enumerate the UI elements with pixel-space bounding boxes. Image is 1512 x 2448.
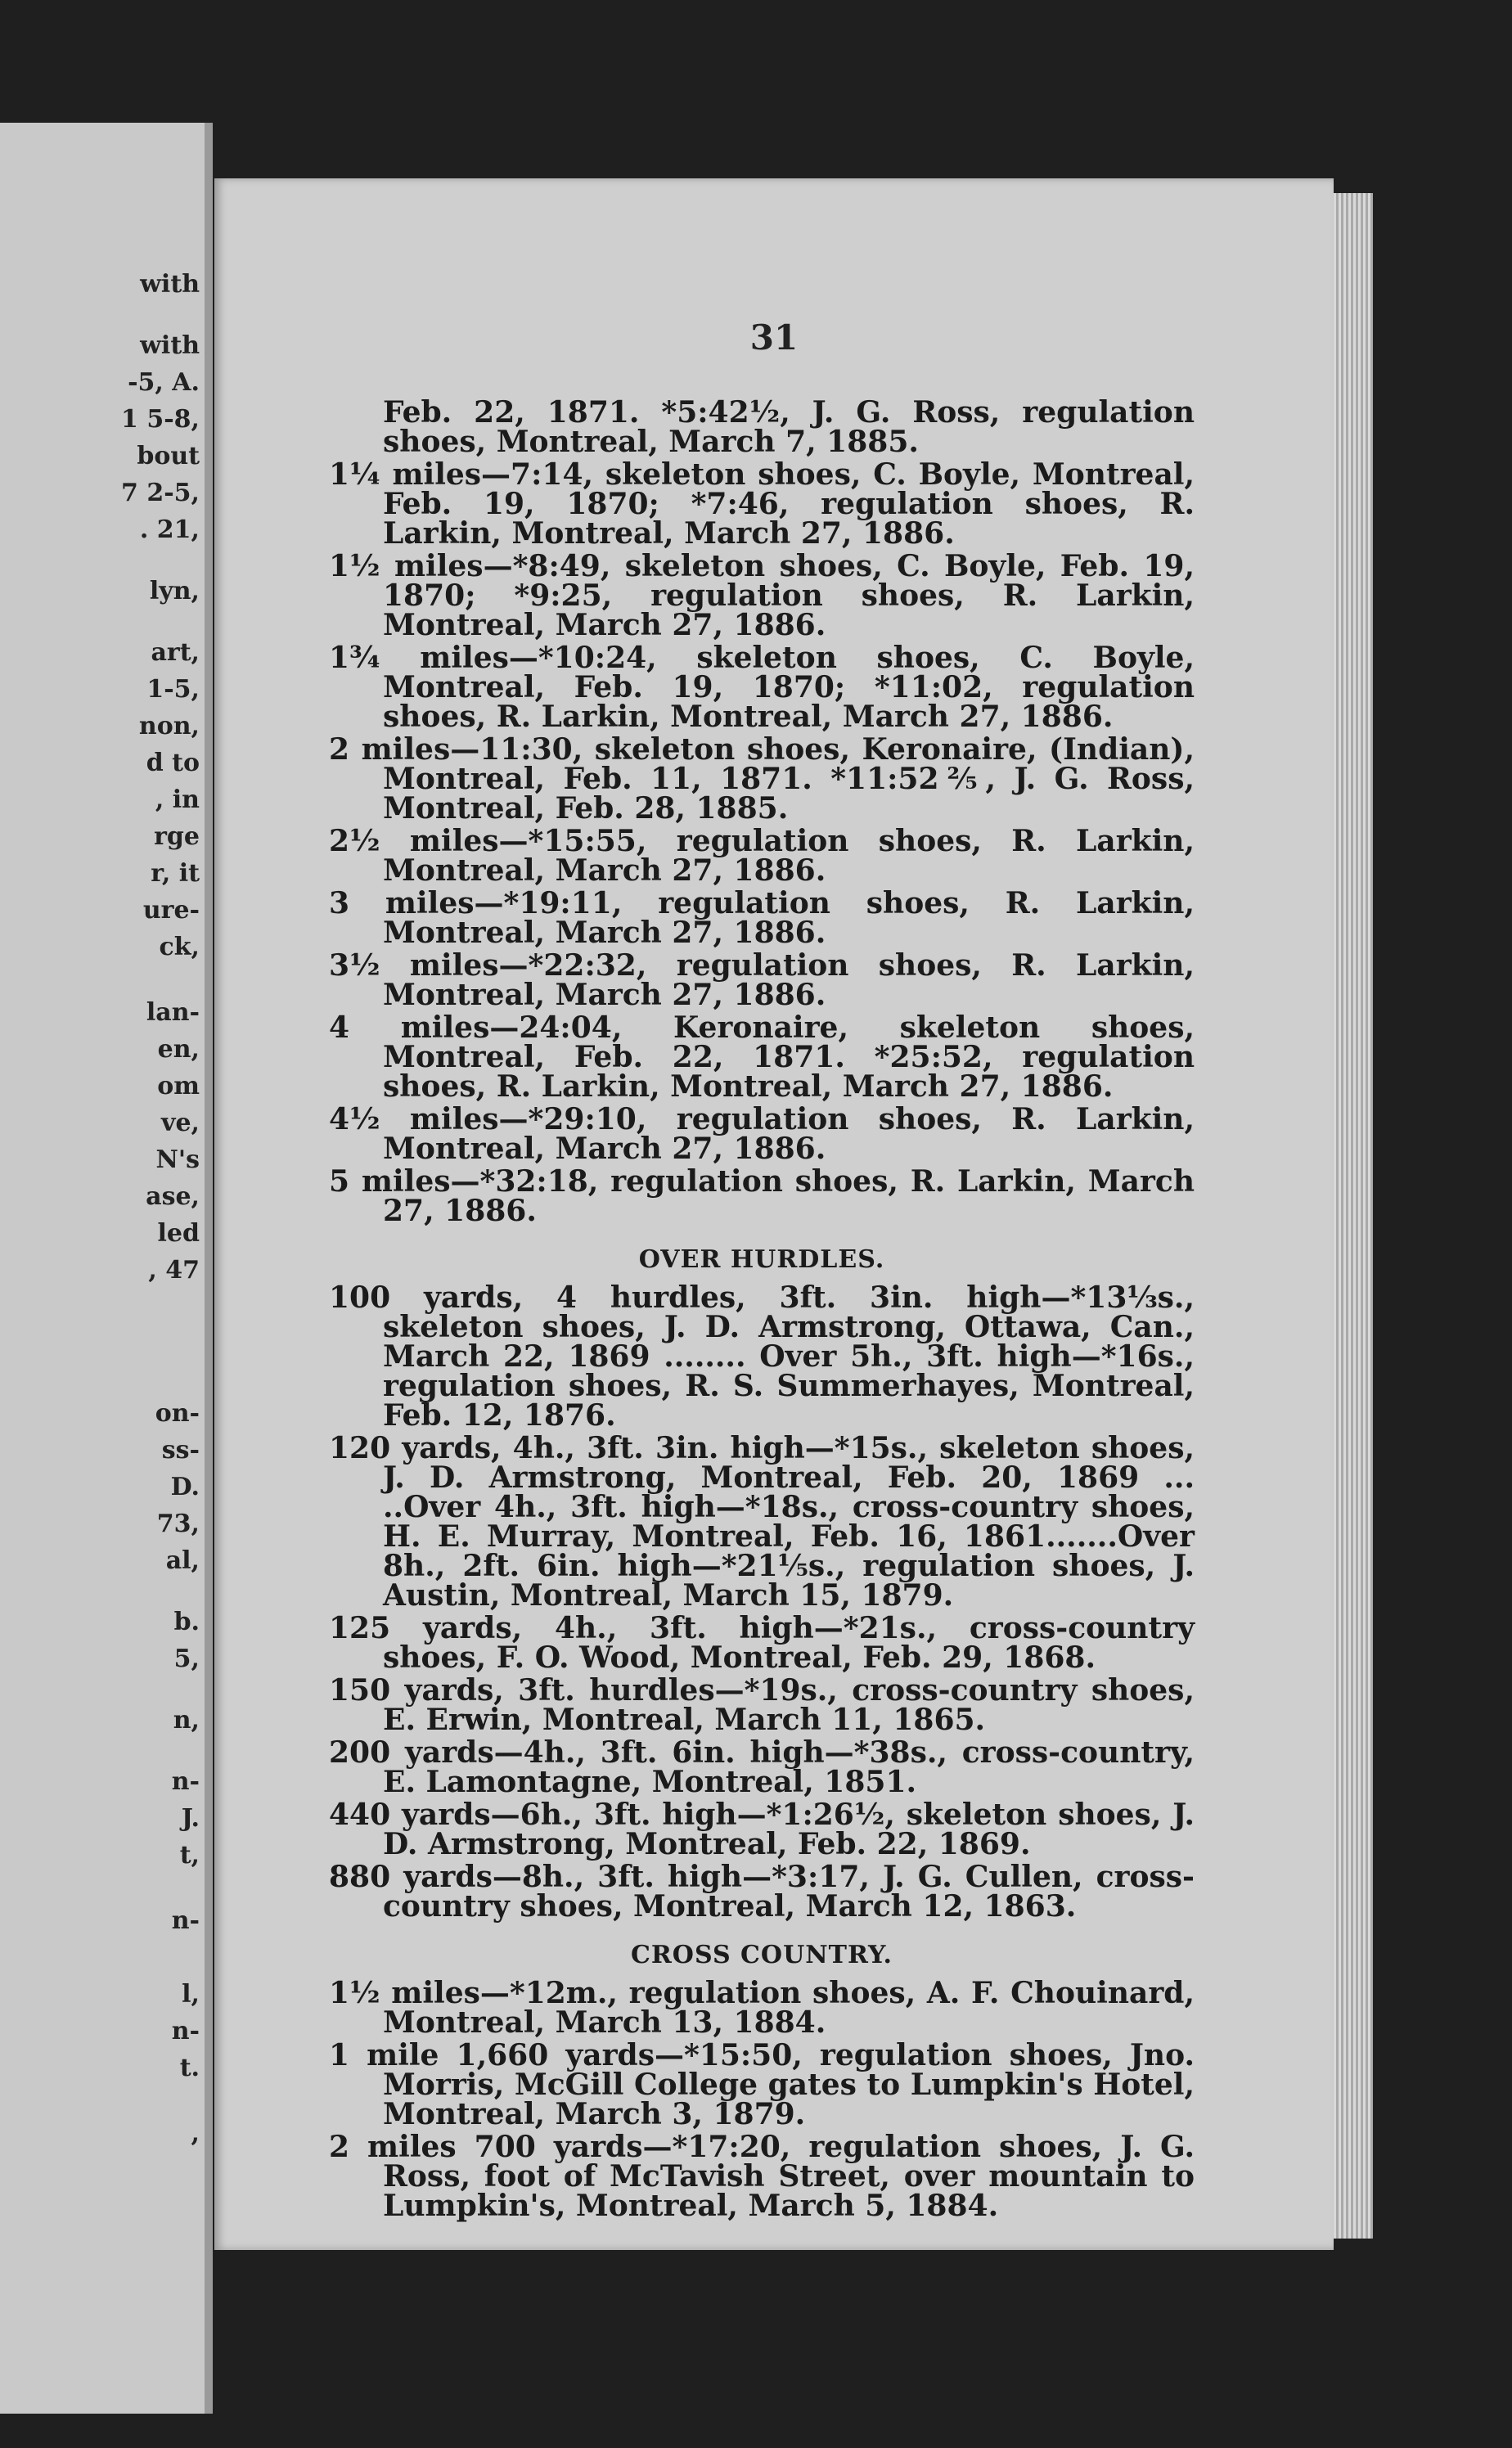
facing-page-text-fragment: lyn, [149,577,200,605]
record-entry: 4½ miles—*29:10, regulation shoes, R. Larkin, Montreal, March 27, 1886. [329,1102,1195,1166]
facing-page-text-fragment: . 21, [139,515,200,544]
record-entry: 5 miles—*32:18, regulation shoes, R. Larkin, March 27, 1886. [329,1164,1195,1228]
facing-page-text-fragment: 5, [173,1645,200,1673]
section-heading: CROSS COUNTRY. [631,1941,893,1969]
facing-page-text-fragment: om [157,1072,200,1100]
facing-page-text-fragment: non, [138,712,200,740]
record-entry: 2 miles 700 yards—*17:20, regulation shoes, J. G. Ross, foot of McTavish Street, over mountain to Lumpkin's, Montreal, March 5, 1884. [329,2130,1195,2223]
facing-page-text-fragment: J. [181,1804,200,1833]
facing-page-text-fragment: bout [137,442,200,470]
facing-page-text-fragment: , 47 [148,1256,200,1285]
page-number: 31 [749,317,799,358]
record-entry: 3 miles—*19:11, regulation shoes, R. Larkin, Montreal, March 27, 1886. [329,886,1195,950]
section-heading: OVER HURDLES. [638,1245,885,1274]
facing-page-text-fragment: ure- [142,896,200,925]
record-entry: 1½ miles—*12m., regulation shoes, A. F. Chouinard, Montreal, March 13, 1884. [329,1976,1195,2040]
facing-page-text-fragment: led [157,1219,200,1248]
facing-page-text-fragment: ve, [161,1109,200,1137]
facing-page-text-fragment: ck, [159,933,200,961]
facing-page-fragment [0,123,213,2414]
facing-page-text-fragment: n- [171,1767,200,1796]
record-entry: 1¾ miles—*10:24, skeleton shoes, C. Boyle, Montreal, Feb. 19, 1870; *11:02, regulation shoes, R. Larkin, Montreal, March 27, 1886. [329,641,1195,734]
facing-page-text-fragment: 1 5-8, [121,405,200,434]
page-edge [1334,193,1373,2239]
facing-page-text-fragment: N's [155,1145,200,1174]
record-entry: 100 yards, 4 hurdles, 3ft. 3in. high—*13⅓s., skeleton shoes, J. D. Armstrong, Ottawa, Can., March 22, 1869 ........ Over 5h., 3ft. high—*16s., regulation shoes, R. S. Summerhayes, Montreal, Feb. 12, 1876. [329,1280,1195,1433]
facing-page-text-fragment: t. [179,2054,200,2082]
book-page [214,178,1334,2250]
facing-page-text-fragment: r, it [151,859,200,888]
record-entry: 120 yards, 4h., 3ft. 3in. high—*15s., skeleton shoes, J. D. Armstrong, Montreal, Feb. 20, 1869 ... ..Over 4h., 3ft. high—*18s., cross-country shoes, H. E. Murray, Montreal, Feb. 16, 1861.......Over 8h., 2ft. 6in. high—*21⅕s., regulation shoes, J. Austin, Montreal, March 15, 1879. [329,1431,1195,1613]
facing-page-text-fragment: ase, [146,1182,200,1211]
record-entry: 150 yards, 3ft. hurdles—*19s., cross-country shoes, E. Erwin, Montreal, March 11, 1865. [329,1673,1195,1737]
record-entry: 1 mile 1,660 yards—*15:50, regulation shoes, Jno. Morris, McGill College gates to Lumpkin's Hotel, Montreal, March 3, 1879. [329,2038,1195,2131]
facing-page-text-fragment: D. [170,1473,200,1501]
facing-page-text-fragment: 1-5, [146,675,200,704]
facing-page-text-fragment: ss- [161,1436,200,1465]
facing-page-text-fragment: en, [157,1035,200,1064]
facing-page-text-fragment: n- [171,2017,200,2045]
record-entry: 125 yards, 4h., 3ft. high—*21s., cross-country shoes, F. O. Wood, Montreal, Feb. 29, 1868. [329,1611,1195,1675]
record-entry: 3½ miles—*22:32, regulation shoes, R. Larkin, Montreal, March 27, 1886. [329,948,1195,1012]
facing-page-text-fragment: , in [155,785,200,814]
facing-page-text-fragment: d to [146,749,200,777]
facing-page-text-fragment: lan- [146,998,200,1027]
record-entry: 200 yards—4h., 3ft. 6in. high—*38s., cross-country, E. Lamontagne, Montreal, 1851. [329,1735,1195,1799]
facing-page-text-fragment: on- [155,1399,200,1428]
facing-page-text-fragment: t, [179,1841,200,1870]
facing-page-text-fragment: 73, [156,1510,200,1538]
facing-page-text-fragment: l, [182,1980,200,2009]
record-entry: 2½ miles—*15:55, regulation shoes, R. Larkin, Montreal, March 27, 1886. [329,824,1195,888]
page-text [329,395,1195,2224]
record-entry: 1¼ miles—7:14, skeleton shoes, C. Boyle, Montreal, Feb. 19, 1870; *7:46, regulation shoes, R. Larkin, Montreal, March 27, 1886. [329,457,1195,551]
facing-page-text-fragment: b. [173,1608,200,1636]
facing-page-text-fragment: n- [171,1906,200,1935]
record-entry: 2 miles—11:30, skeleton shoes, Keronaire, (Indian), Montreal, Feb. 11, 1871. *11:52⅖, J. G. Ross, Montreal, Feb. 28, 1885. [329,732,1195,826]
facing-page-text-fragment: -5, A. [128,368,200,397]
record-entry: 880 yards—8h., 3ft. high—*3:17, J. G. Cullen, cross-country shoes, Montreal, March 12, 1863. [329,1860,1195,1924]
record-entry: 4 miles—24:04, Keronaire, skeleton shoes, Montreal, Feb. 22, 1871. *25:52, regulation shoes, R. Larkin, Montreal, March 27, 1886. [329,1010,1195,1104]
facing-page-text-fragment: al, [165,1546,200,1575]
facing-page-text-fragment: with [140,331,200,360]
record-entry: 1½ miles—*8:49, skeleton shoes, C. Boyle, Feb. 19, 1870; *9:25, regulation shoes, R. Larkin, Montreal, March 27, 1886. [329,549,1195,642]
facing-page-text-fragment: n, [173,1706,200,1735]
facing-page-text-fragment: with [140,270,200,299]
facing-page-text-fragment: 7 2-5, [121,479,200,507]
facing-page-text-fragment: rge [154,822,200,851]
facing-page-text-fragment: art, [151,638,200,667]
record-entry-continuation: Feb. 22, 1871. *5:42½, J. G. Ross, regulation shoes, Montreal, March 7, 1885. [383,395,1195,459]
facing-page-text-fragment: , [191,2119,200,2148]
record-entry: 440 yards—6h., 3ft. high—*1:26½, skeleton shoes, J. D. Armstrong, Montreal, Feb. 22, 1869. [329,1798,1195,1861]
